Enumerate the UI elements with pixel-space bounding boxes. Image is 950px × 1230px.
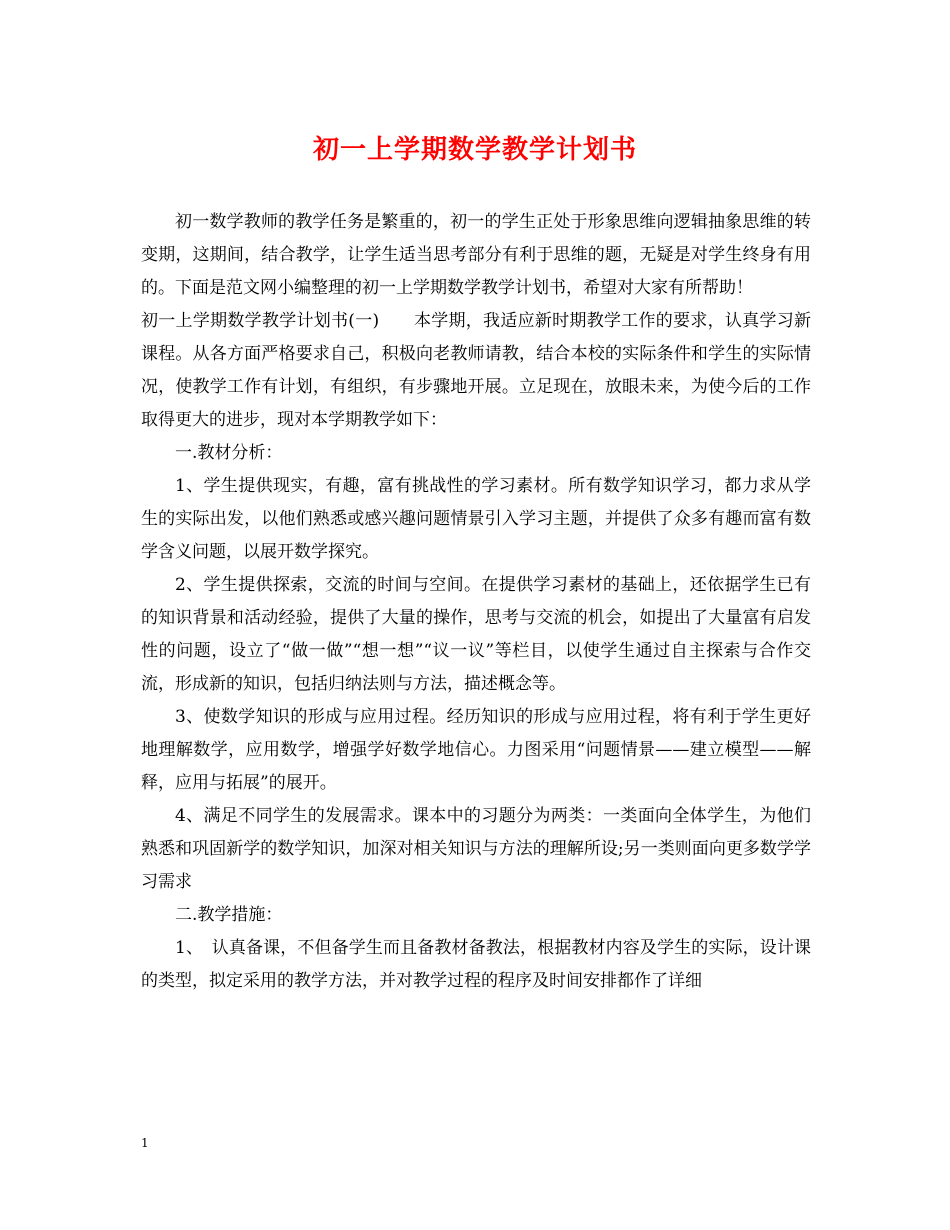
document-body (141, 206, 811, 998)
analysis-item-3: 3、使数学知识的形成与应用过程。经历知识的形成与应用过程，将有利于学生更好地理解数学，应用数学，增强学好数学地信心。力图采用“问题情景——建立模型——解释，应用与拓展”的展开。 (141, 707, 811, 793)
analysis-item-1: 1、学生提供现实，有趣，富有挑战性的学习素材。所有数学知识学习，都力求从学生的实际出发，以他们熟悉或感兴趣问题情景引入学习主题，并提供了众多有趣而富有数学含义问题，以展开数学探究。 (141, 476, 811, 562)
measure-item-1: 1、 认真备课，不但备学生而且备教材备教法，根据教材内容及学生的实际，设计课的类型，拟定采用的教学方法，并对教学过程的程序及时间安排都作了详细 (141, 938, 811, 991)
intro-paragraph: 初一数学教师的教学任务是繁重的，初一的学生正处于形象思维向逻辑抽象思维的转变期，这期间，结合教学，让学生适当思考部分有利于思维的题，无疑是对学生终身有用的。下面是范文网小编整理的初一上学期数学教学计划书，希望对大家有所帮助！ (141, 212, 811, 298)
section-heading-textbook-analysis: 一.教材分析： (175, 443, 283, 463)
analysis-item-2: 2、学生提供探索，交流的时间与空间。在提供学习素材的基础上，还依据学生已有的知识背景和活动经验，提供了大量的操作，思考与交流的机会，如提出了大量富有启发性的问题，设立了“做一做”“想一想”“议一议”等栏目，以使学生通过自主探索与合作交流，形成新的知识，包括归纳法则与方法，描述概念等。 (141, 575, 811, 694)
document-title: 初一上学期数学教学计划书 (312, 135, 637, 165)
page-number: 1 (141, 1136, 149, 1150)
section-heading-teaching-measures: 二.教学措施： (175, 905, 283, 925)
analysis-item-4: 4、满足不同学生的发展需求。课本中的习题分为两类：一类面向全体学生，为他们熟悉和巩固新学的数学知识，加深对相关知识与方法的理解所设;另一类则面向更多数学学习需求 (141, 806, 811, 892)
plan-intro-paragraph: 初一上学期数学教学计划书(一) 本学期，我适应新时期教学工作的要求，认真学习新课程。从各方面严格要求自己，积极向老教师请教，结合本校的实际条件和学生的实际情况，使教学工作有计划，有组织，有步骤地开展。立足现在，放眼未来，为使今后的工作取得更大的进步，现对本学期教学如下： (141, 311, 811, 430)
